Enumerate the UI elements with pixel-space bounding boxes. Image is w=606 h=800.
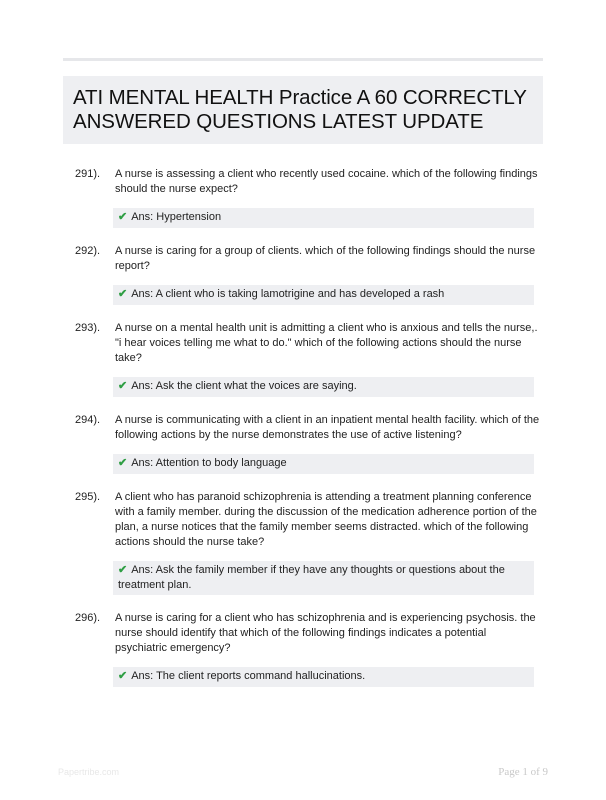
question-number: 291). [75, 168, 101, 180]
answer-text: Ans: Hypertension [131, 211, 222, 223]
check-icon: ✔ [118, 288, 128, 300]
question-row [75, 490, 540, 550]
footer-watermark: Papertribe.com [58, 767, 120, 777]
question-text: A client who has paranoid schizophrenia is attending a treatment planning conference with a family member. during the discussion of the medication adherence portion of the plan, a nurse notices that the family member seems distracted. which of the following actions should the nurse take? [115, 491, 537, 548]
question-number: 296). [75, 612, 101, 624]
page-indicator: Page 1 of 9 [498, 766, 548, 778]
check-icon: ✔ [118, 670, 128, 682]
question-number: 294). [75, 414, 101, 426]
question-item [75, 244, 540, 305]
answer-box [113, 561, 534, 595]
question-row [75, 244, 540, 274]
question-number: 292). [75, 245, 101, 257]
question-row [75, 413, 540, 443]
document-title: ATI MENTAL HEALTH Practice A 60 CORRECTLY ANSWERED QUESTIONS LATEST UPDATE [73, 86, 527, 133]
question-text: A nurse is caring for a group of clients. which of the following findings should the nurse report? [115, 245, 536, 272]
answer-text: Ans: The client reports command hallucinations. [131, 670, 366, 682]
answer-text: Ans: Attention to body language [131, 457, 287, 469]
answer-box [113, 285, 534, 305]
question-text: A nurse on a mental health unit is admitting a client who is anxious and tells the nurse,. "i hear voices telling me what to do." which of the following actions should the nurse take? [115, 322, 538, 364]
question-row [75, 167, 540, 197]
question-item [75, 611, 540, 687]
top-divider [63, 58, 543, 61]
answer-text: Ans: Ask the family member if they have any thoughts or questions about the treatment plan. [118, 564, 505, 591]
question-item [75, 321, 540, 397]
question-list [75, 167, 540, 703]
question-number: 295). [75, 491, 101, 503]
answer-box [113, 208, 534, 228]
question-text: A nurse is communicating with a client in an inpatient mental health facility. which of the following actions by the nurse demonstrates the use of active listening? [115, 414, 540, 441]
title-banner [63, 76, 543, 144]
check-icon: ✔ [118, 211, 128, 223]
check-icon: ✔ [118, 457, 128, 469]
answer-text: Ans: A client who is taking lamotrigine and has developed a rash [131, 288, 445, 300]
question-item [75, 490, 540, 595]
answer-text: Ans: Ask the client what the voices are saying. [131, 380, 357, 392]
check-icon: ✔ [118, 380, 128, 392]
check-icon: ✔ [118, 564, 128, 576]
answer-box [113, 377, 534, 397]
question-row [75, 611, 540, 656]
question-item [75, 413, 540, 474]
question-item [75, 167, 540, 228]
answer-box [113, 667, 534, 687]
question-number: 293). [75, 322, 101, 334]
question-text: A nurse is caring for a client who has schizophrenia and is experiencing psychosis. the nurse should identify that which of the following findings indicates a potential psychiatric emergency? [115, 612, 536, 654]
answer-box [113, 454, 534, 474]
question-text: A nurse is assessing a client who recently used cocaine. which of the following findings should the nurse expect? [115, 168, 538, 195]
question-row [75, 321, 540, 366]
